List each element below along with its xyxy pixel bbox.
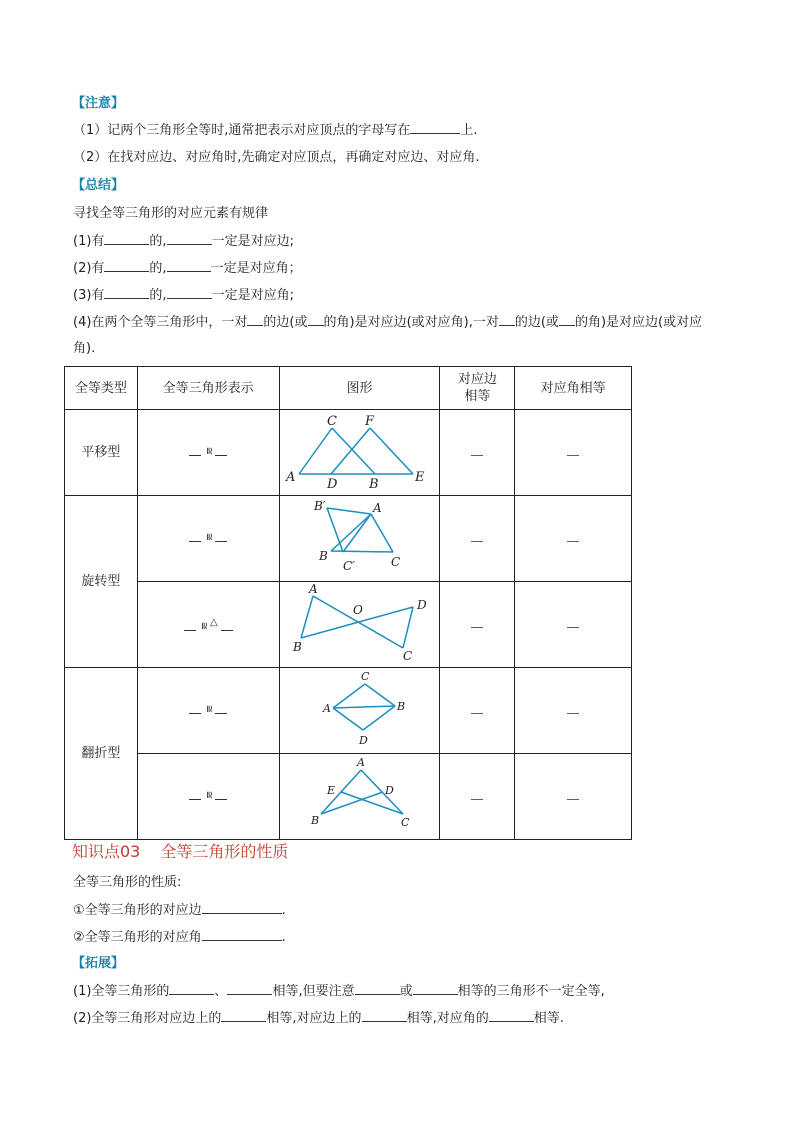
note-tag: 【注意】 xyxy=(72,96,125,111)
label-A: A xyxy=(285,470,295,485)
figure-rotation-2-svg xyxy=(285,582,435,662)
type-reflection: 翻折型 xyxy=(65,668,138,840)
notation-cell: ≅ xyxy=(137,668,279,754)
header-angles: 对应角相等 xyxy=(515,367,632,410)
sides-cell xyxy=(440,668,515,754)
label-B: B xyxy=(396,700,405,713)
label-B: B xyxy=(310,814,319,827)
label-A: A xyxy=(356,756,365,769)
header-figure: 图形 xyxy=(279,367,440,410)
figure-reflection-1-svg xyxy=(285,668,435,748)
summary-rule-4-cont: 角). xyxy=(73,341,96,356)
notation-cell: ≅ xyxy=(137,410,279,496)
section-intro: 全等三角形的性质: xyxy=(73,875,182,890)
label-D: D xyxy=(326,477,337,490)
angles-cell xyxy=(515,668,632,754)
label-C: C xyxy=(390,555,400,569)
table-row xyxy=(65,582,632,668)
figure-reflection-2 xyxy=(279,754,440,840)
figure-rotation-1-svg xyxy=(285,496,435,576)
sides-cell xyxy=(440,754,515,840)
label-D: D xyxy=(416,598,427,612)
figure-translation xyxy=(279,410,440,496)
table-row xyxy=(65,496,632,582)
figure-translation-svg xyxy=(285,410,435,490)
property-2: ②全等三角形的对应角 . xyxy=(73,930,286,945)
figure-reflection-1 xyxy=(279,668,440,754)
label-B: B xyxy=(292,640,302,654)
summary-rule-3: (3)有 的, 一定是对应角; xyxy=(73,288,294,303)
summary-rule-1: (1)有 的, 一定是对应边; xyxy=(73,234,294,249)
table-row xyxy=(65,410,632,496)
table-row xyxy=(65,668,632,754)
figure-rotation-1 xyxy=(279,496,440,582)
extend-tag: 【拓展】 xyxy=(72,956,125,971)
label-A: A xyxy=(308,582,318,596)
label-F: F xyxy=(364,414,374,429)
angles-cell xyxy=(515,582,632,668)
label-C: C xyxy=(402,649,412,662)
note-item-2: （2）在找对应边、对应角时,先确定对应顶点，再确定对应边、对应角. xyxy=(73,150,480,165)
figure-rotation-2 xyxy=(279,582,440,668)
label-A: A xyxy=(322,702,331,715)
notation-cell: ≅ xyxy=(137,496,279,582)
label-E: E xyxy=(414,470,424,485)
label-O: O xyxy=(352,603,363,617)
extend-rule-2: (2)全等三角形对应边上的 相等,对应边上的 相等,对应角的 相等. xyxy=(73,1011,564,1026)
header-sides: 对应边 相等 xyxy=(440,367,515,410)
summary-intro: 寻找全等三角形的对应元素有规律 xyxy=(73,206,269,221)
angles-cell xyxy=(515,496,632,582)
sides-cell xyxy=(440,496,515,582)
section-heading: 知识点03 全等三角形的性质 xyxy=(72,842,289,861)
congruence-table xyxy=(64,366,632,840)
angles-cell xyxy=(515,754,632,840)
label-B-prime: B′ xyxy=(313,499,326,513)
label-B: B xyxy=(368,477,379,490)
sides-cell xyxy=(440,410,515,496)
table-row xyxy=(65,754,632,840)
extend-rule-1: (1)全等三角形的 、 相等,但要注意 或 相等的三角形不一定全等, xyxy=(73,984,605,999)
label-A: A xyxy=(372,501,382,515)
label-C: C xyxy=(360,670,369,683)
summary-rule-4: (4)在两个全等三角形中，一对 的边(或 的角)是对应边(或对应角),一对 的边(或 的角)是对应边(或对应 xyxy=(73,315,703,330)
type-translation: 平移型 xyxy=(65,410,138,496)
label-C-prime: C′ xyxy=(342,559,355,573)
property-1: ①全等三角形的对应边 . xyxy=(73,903,286,918)
label-C: C xyxy=(326,414,337,429)
angles-cell xyxy=(515,410,632,496)
label-C: C xyxy=(400,816,409,829)
label-B: B xyxy=(318,549,328,563)
label-D: D xyxy=(384,784,394,797)
type-rotation: 旋转型 xyxy=(65,496,138,668)
note-item-1: （1）记两个三角形全等时,通常把表示对应顶点的字母写在 上. xyxy=(73,123,478,138)
summary-rule-2: (2)有 的, 一定是对应角； xyxy=(73,261,302,276)
label-E: E xyxy=(326,784,335,797)
notation-cell: ≅ △ xyxy=(137,582,279,668)
label-D: D xyxy=(358,734,368,747)
summary-tag: 【总结】 xyxy=(72,178,125,193)
notation-cell: ≅ xyxy=(137,754,279,840)
header-notation: 全等三角形表示 xyxy=(137,367,279,410)
figure-reflection-2-svg xyxy=(285,754,435,834)
sides-cell xyxy=(440,582,515,668)
header-type: 全等类型 xyxy=(65,367,138,410)
